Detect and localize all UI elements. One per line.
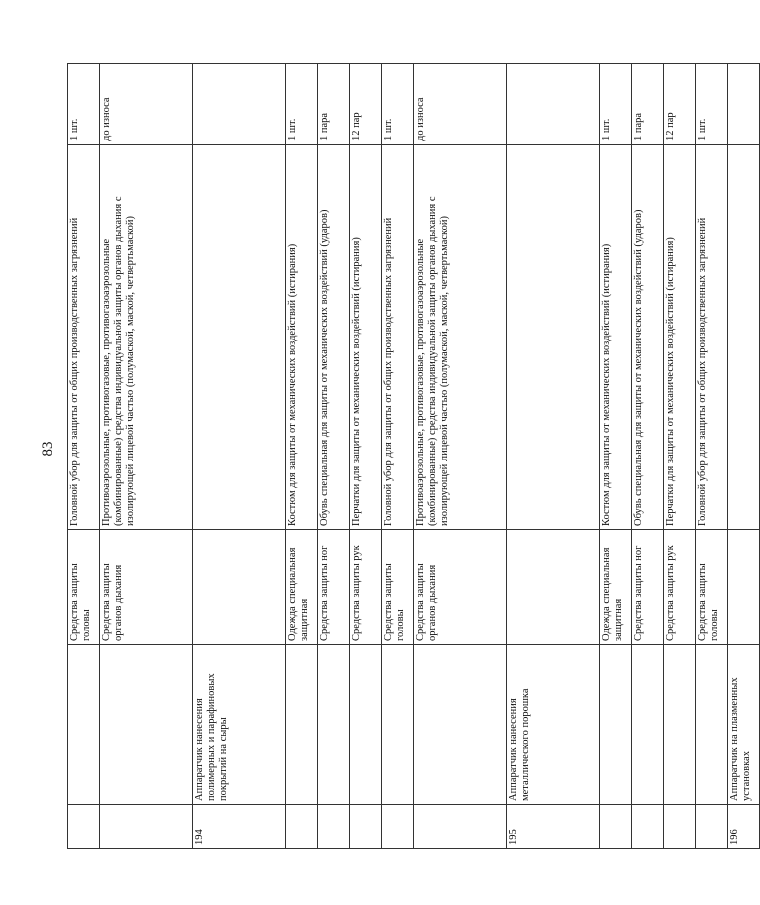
item-cell bbox=[193, 145, 286, 530]
row-number-cell bbox=[414, 805, 507, 849]
row-number-cell bbox=[286, 805, 318, 849]
item-cell: Обувь специальная для защиты от механических воздействий (ударов) bbox=[632, 145, 664, 530]
norm-cell: 1 шт. bbox=[286, 64, 318, 145]
category-cell: Одежда специальная защитная bbox=[286, 530, 318, 645]
position-cell bbox=[696, 645, 728, 805]
item-cell: Противоаэрозольные, противогазовые, противогазоаэрозольные (комбинированные) средства индивидуальной защиты органов дыхания с изолирующей лицевой частью (полумаской, маской, четвертьмаской) bbox=[414, 145, 507, 530]
row-number-cell bbox=[600, 805, 632, 849]
item-cell: Костюм для защиты от механических воздействий (истирания) bbox=[286, 145, 318, 530]
row-number-cell bbox=[350, 805, 382, 849]
item-cell: Противоаэрозольные, противогазовые, противогазоаэрозольные (комбинированные) средства индивидуальной защиты органов дыхания с изолирующей лицевой частью (полумаской, маской, четвертьмаской) bbox=[100, 145, 193, 530]
position-cell bbox=[382, 645, 414, 805]
category-cell bbox=[507, 530, 600, 645]
position-cell bbox=[414, 645, 507, 805]
norm-cell: 1 шт. bbox=[382, 64, 414, 145]
item-cell bbox=[507, 145, 600, 530]
category-cell: Средства защиты ног bbox=[318, 530, 350, 645]
category-cell: Одежда специальная защитная bbox=[600, 530, 632, 645]
norm-cell: 1 пара bbox=[318, 64, 350, 145]
table-row bbox=[414, 64, 507, 849]
row-number-cell bbox=[68, 805, 100, 849]
position-cell bbox=[286, 645, 318, 805]
table-row bbox=[382, 64, 414, 849]
table-row bbox=[350, 64, 382, 849]
norm-cell: 12 пар bbox=[664, 64, 696, 145]
category-cell: Средства защиты головы bbox=[382, 530, 414, 645]
category-cell: Средства защиты органов дыхания bbox=[414, 530, 507, 645]
norm-cell: до износа bbox=[100, 64, 193, 145]
category-cell bbox=[193, 530, 286, 645]
item-cell bbox=[728, 145, 760, 530]
item-cell: Костюм для защиты от механических воздействий (истирания) bbox=[600, 145, 632, 530]
norm-cell bbox=[728, 64, 760, 145]
position-cell bbox=[68, 645, 100, 805]
norm-cell: 1 шт. bbox=[600, 64, 632, 145]
norm-cell: 12 пар bbox=[350, 64, 382, 145]
row-number-cell bbox=[318, 805, 350, 849]
table-row bbox=[193, 64, 286, 849]
item-cell: Перчатки для защиты от механических воздействий (истирания) bbox=[664, 145, 696, 530]
norm-cell: 1 пара bbox=[632, 64, 664, 145]
table-body bbox=[68, 64, 760, 849]
position-cell bbox=[100, 645, 193, 805]
item-cell: Головной убор для защиты от общих производственных загрязнений bbox=[68, 145, 100, 530]
table-row bbox=[286, 64, 318, 849]
position-cell bbox=[600, 645, 632, 805]
category-cell: Средства защиты органов дыхания bbox=[100, 530, 193, 645]
row-number-cell bbox=[696, 805, 728, 849]
position-cell: Аппаратчик на плазменных установках bbox=[728, 645, 760, 805]
norm-cell: 1 шт. bbox=[696, 64, 728, 145]
position-cell: Аппаратчик нанесения полимерных и парафиновых покрытий на сыры bbox=[193, 645, 286, 805]
norm-cell bbox=[193, 64, 286, 145]
category-cell: Средства защиты рук bbox=[350, 530, 382, 645]
item-cell: Перчатки для защиты от механических воздействий (истирания) bbox=[350, 145, 382, 530]
category-cell bbox=[728, 530, 760, 645]
table-row bbox=[68, 64, 100, 849]
table-row bbox=[696, 64, 728, 849]
norm-cell: до износа bbox=[414, 64, 507, 145]
norm-cell: 1 шт. bbox=[68, 64, 100, 145]
position-cell bbox=[318, 645, 350, 805]
row-number-cell: 196 bbox=[728, 805, 760, 849]
item-cell: Обувь специальная для защиты от механических воздействий (ударов) bbox=[318, 145, 350, 530]
category-cell: Средства защиты головы bbox=[68, 530, 100, 645]
row-number-cell bbox=[632, 805, 664, 849]
category-cell: Средства защиты ног bbox=[632, 530, 664, 645]
category-cell: Средства защиты рук bbox=[664, 530, 696, 645]
position-cell: Аппаратчик нанесения металлического порошка bbox=[507, 645, 600, 805]
page-number: 83 bbox=[40, 441, 56, 457]
row-number-cell: 194 bbox=[193, 805, 286, 849]
position-cell bbox=[350, 645, 382, 805]
table-row bbox=[318, 64, 350, 849]
item-cell: Головной убор для защиты от общих производственных загрязнений bbox=[382, 145, 414, 530]
table-row bbox=[728, 64, 760, 849]
table-row bbox=[100, 64, 193, 849]
row-number-cell bbox=[664, 805, 696, 849]
norm-cell bbox=[507, 64, 600, 145]
position-cell bbox=[664, 645, 696, 805]
position-cell bbox=[632, 645, 664, 805]
protective-equipment-table bbox=[67, 63, 760, 849]
table-row bbox=[664, 64, 696, 849]
item-cell: Головной убор для защиты от общих производственных загрязнений bbox=[696, 145, 728, 530]
category-cell: Средства защиты головы bbox=[696, 530, 728, 645]
row-number-cell: 195 bbox=[507, 805, 600, 849]
row-number-cell bbox=[100, 805, 193, 849]
table-row bbox=[632, 64, 664, 849]
table-row bbox=[507, 64, 600, 849]
row-number-cell bbox=[382, 805, 414, 849]
table-row bbox=[600, 64, 632, 849]
